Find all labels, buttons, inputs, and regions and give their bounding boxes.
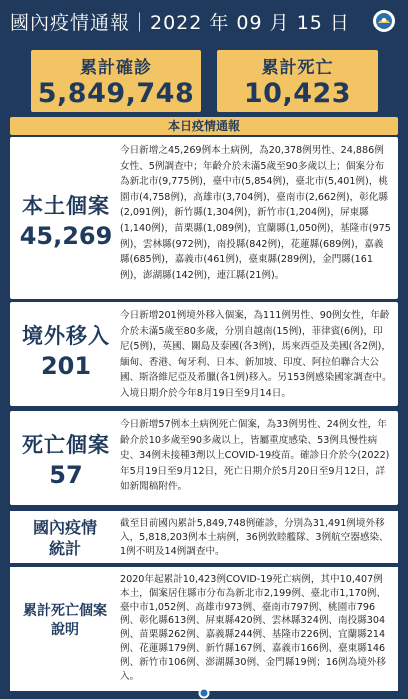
death-cases-panel (10, 411, 398, 505)
cumulative-death-note-label (10, 602, 120, 640)
header (0, 0, 408, 44)
domestic-stats-label-text: 國內疫情統計 (32, 518, 97, 558)
daily-report-heading: 本日疫情通報 (10, 117, 398, 135)
imported-cases-count: 201 (40, 352, 92, 380)
ministry-emblem-icon (196, 687, 212, 699)
total-cases-label: 累計確診 (80, 58, 152, 78)
imported-cases-side (10, 320, 122, 380)
domestic-stats-text: 截至目前國內累計5,849,748例確診，分別為31,491例境外移入，5,818,203例本土病例，36例敦睦艦隊、3例航空器感染、1例不明及14例調查中。 (120, 518, 389, 557)
cumulative-death-note-text: 2020年起累計10,423例COVID-19死亡病例，其中10,407例本土，個案居住縣市分布為新北市2,199例、臺北市1,170例、臺中市1,052例、高雄市973例、臺南市797例、桃園市796例、彰化縣613例、屏東縣420例、雲林縣324例、南投縣304例、苗栗縣262例、嘉義縣244例、基隆市226例、宜蘭縣214例、花蓮縣179例、新竹縣167例、嘉義市166例、臺東縣146例、新竹市106例、澎湖縣30例、金門縣19例；16例為境外移入。 (120, 574, 386, 682)
imported-cases-text: 今日新增201例境外移入個案，為111例男性、90例女性，年齡介於未滿5歲至80多歲，分別自越南(15例)，菲律賓(6例)，印尼(5例)，英國、關島及泰國(各3例)，馬來西亞及美國(各2例)，緬甸、香港、匈牙利、日本、新加坡、印度、阿拉伯聯合大公國、斯洛維尼亞及希臘(各1例)移入。另153例感染國家調查中。入境日期介於今年8月19日至9月14日。 (120, 310, 392, 399)
imported-cases-panel (10, 302, 398, 406)
death-cases-count: 57 (49, 461, 83, 489)
total-deaths-value: 10,423 (243, 78, 352, 109)
imported-cases-label: 境外移入 (22, 324, 110, 348)
total-deaths-label: 累計死亡 (261, 58, 334, 78)
death-cases-label: 死亡個案 (22, 433, 110, 457)
total-cases-box (31, 50, 201, 112)
total-cases-value: 5,849,748 (37, 78, 195, 109)
death-cases-side (10, 429, 122, 489)
domestic-cases-label: 本土個案 (22, 194, 110, 218)
domestic-stats-panel (10, 511, 398, 563)
domestic-cases-panel (10, 137, 398, 299)
total-deaths-box (217, 50, 378, 112)
domestic-cases-text: 今日新增之45,269例本土病例，為20,378例男性、24,886例女性、5例調查中；年齡介於未滿5歲至90多歲以上；個案分布為新北市(9,775例)，臺中市(5,854例)，臺北市(5,401例)，桃園市(4,758例)，高雄市(3,704例)，臺南市(2,662例)，彰化縣(2,091例)，新竹縣(1,304例)，新竹市(1,204例)，屏東縣(1,140例)，苗栗縣(1,089例)，宜蘭縣(1,050例)，基隆市(975例)，雲林縣(972例)，南投縣(842例)，花蓮縣(689例)，嘉義縣(685例)，嘉義市(461例)，臺東縣(289例)，金門縣(161例)，澎湖縣(142例)，連江縣(21例)。 (120, 145, 391, 281)
ministry-emblem-icon (372, 9, 396, 33)
cumulative-death-note-panel (10, 567, 398, 691)
domestic-cases-count: 45,269 (19, 222, 113, 250)
cumulative-death-note-label-text: 累計死亡個案說明 (23, 603, 107, 638)
page-title: 國內疫情通報｜2022 年 09 月 15 日 (10, 12, 350, 34)
domestic-stats-label (10, 517, 120, 559)
domestic-cases-side (10, 190, 122, 250)
death-cases-text: 今日新增57例本土病例死亡個案，為33例男性、24例女性，年齡介於10多歲至90多歲以上，皆屬重度感染、53例具慢性病史、34例未接種3劑以上COVID-19疫苗。確診日介於今(2022)年5月19日至9月12日，死亡日期介於5月20日至9月12日，詳如新聞稿附件。 (120, 419, 390, 493)
